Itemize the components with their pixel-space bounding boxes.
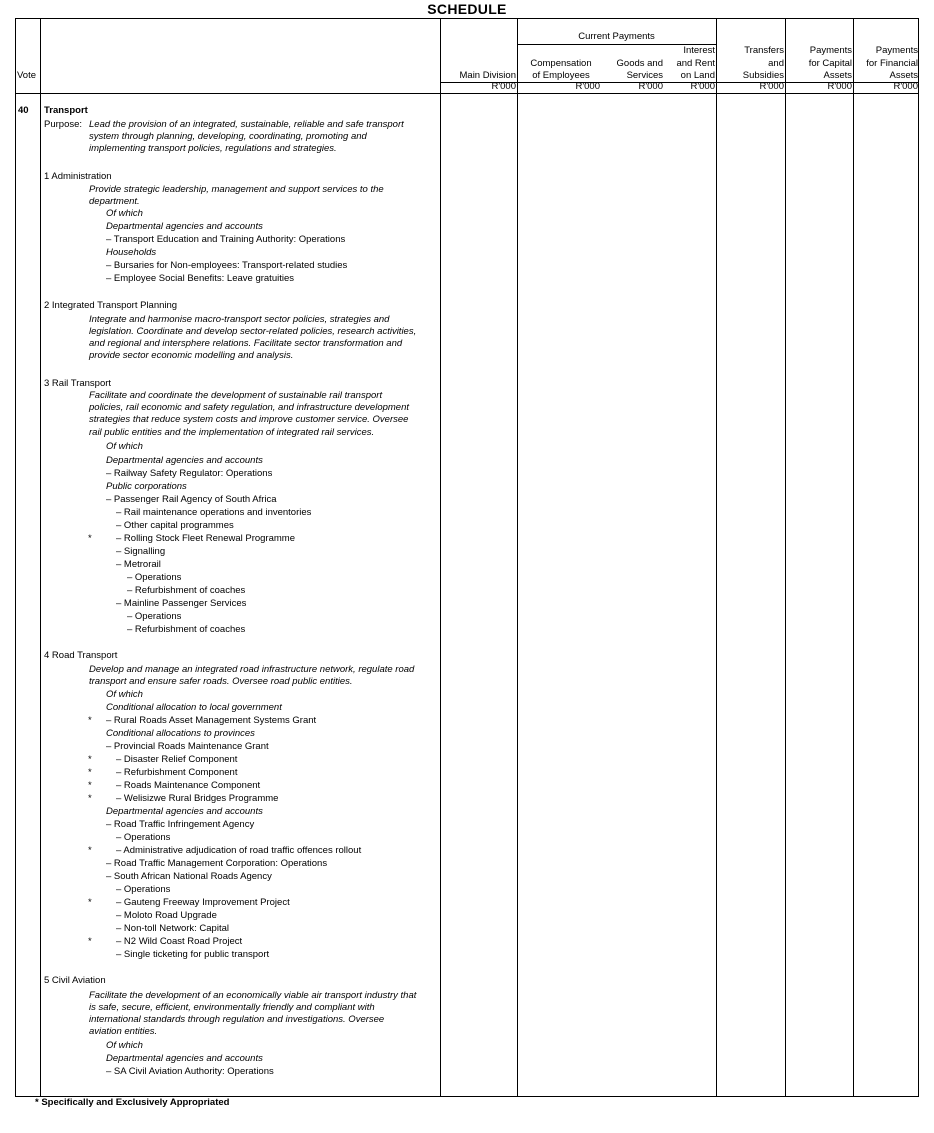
header-current-payments: Current Payments <box>578 31 655 42</box>
appropriation-asterisk: * <box>88 845 92 856</box>
appropriation-asterisk: * <box>88 936 92 947</box>
row-description: Purpose: <box>44 119 83 130</box>
header-goods-2: Services <box>626 70 663 81</box>
header-compensation-1: Compensation <box>530 58 592 69</box>
row-description: – Operations <box>127 572 182 583</box>
row-description: Households <box>106 247 157 258</box>
row-description: – Refurbishment Component <box>116 767 238 778</box>
unit-financial: R'000 <box>893 81 918 92</box>
row-description: 3 Rail Transport <box>44 378 112 389</box>
header-vote: Vote <box>17 70 37 81</box>
header-compensation-2: of Employees <box>532 70 590 81</box>
row-description: – Disaster Relief Component <box>116 754 238 765</box>
row-description: 1 Administration <box>44 171 112 182</box>
row-description: provide sector economic modelling and analysis. <box>89 350 294 361</box>
row-description: – Single ticketing for public transport <box>116 949 270 960</box>
header-transfers-1: Transfers <box>744 45 784 56</box>
row-description: Develop and manage an integrated road infrastructure network, regulate road <box>89 664 415 675</box>
row-description: – Signalling <box>116 546 166 557</box>
unit-compensation: R'000 <box>575 81 600 92</box>
row-description: – Operations <box>127 611 182 622</box>
row-description: – Rail maintenance operations and inventories <box>116 507 312 518</box>
col-divider-desc <box>440 18 441 1097</box>
row-description: – Moloto Road Upgrade <box>116 910 217 921</box>
row-description: Transport <box>44 105 88 116</box>
row-description: department. <box>89 196 140 207</box>
row-description: Departmental agencies and accounts <box>106 1053 263 1064</box>
row-description: – Rural Roads Asset Management Systems Grant <box>106 715 317 726</box>
row-description: is safe, secure, efficient, environmentally friendly and compliant with <box>89 1002 375 1013</box>
header-bottom-line <box>15 93 919 94</box>
unit-interest: R'000 <box>690 81 715 92</box>
row-description: Facilitate the development of an economically viable air transport industry that <box>89 990 417 1001</box>
appropriation-asterisk: * <box>88 715 92 726</box>
row-description: 5 Civil Aviation <box>44 975 106 986</box>
row-description: – Provincial Roads Maintenance Grant <box>106 741 269 752</box>
row-description: Lead the provision of an integrated, sustainable, reliable and safe transport <box>89 119 404 130</box>
row-description: – N2 Wild Coast Road Project <box>116 936 243 947</box>
row-description: – SA Civil Aviation Authority: Operations <box>106 1066 274 1077</box>
header-goods-1: Goods and <box>616 58 663 69</box>
appropriation-asterisk: * <box>88 754 92 765</box>
row-description: transport and ensure safer roads. Oversee road public entities. <box>89 676 353 687</box>
col-divider-capital <box>853 18 854 1097</box>
row-description: – Road Traffic Infringement Agency <box>106 819 255 830</box>
col-divider-current <box>716 18 717 1097</box>
row-description: Conditional allocations to provinces <box>106 728 255 739</box>
header-interest-3: on Land <box>680 70 715 81</box>
appropriation-asterisk: * <box>88 767 92 778</box>
appropriation-asterisk: * <box>88 793 92 804</box>
header-capital-2: for Capital <box>808 58 852 69</box>
row-description: Integrate and harmonise macro-transport sector policies, strategies and <box>89 314 390 325</box>
row-description: – Rolling Stock Fleet Renewal Programme <box>116 533 295 544</box>
row-description: Of which <box>106 1040 143 1051</box>
header-transfers-2: and <box>768 58 784 69</box>
row-description: – Mainline Passenger Services <box>116 598 247 609</box>
row-description: Departmental agencies and accounts <box>106 221 263 232</box>
row-description: Of which <box>106 441 143 452</box>
row-description: Conditional allocation to local government <box>106 702 282 713</box>
row-description: Departmental agencies and accounts <box>106 455 263 466</box>
row-description: Provide strategic leadership, management and support services to the <box>89 184 384 195</box>
appropriation-asterisk: * <box>88 533 92 544</box>
appropriation-asterisk: * <box>88 897 92 908</box>
header-financial-3: Assets <box>889 70 918 81</box>
row-description: Public corporations <box>106 481 187 492</box>
row-description: system through planning, developing, coordinating, promoting and <box>89 131 367 142</box>
row-description: policies, rail economic and safety regulation, and infrastructure development <box>89 402 410 413</box>
row-description: Departmental agencies and accounts <box>106 806 263 817</box>
row-description: – Roads Maintenance Component <box>116 780 261 791</box>
appropriation-asterisk: * <box>88 780 92 791</box>
row-description: strategies that reduce system costs and improve customer service. Oversee <box>89 414 409 425</box>
row-description: – Refurbishment of coaches <box>127 624 246 635</box>
row-description: and regional and intersphere relations. Facilitate sector transformation and <box>89 338 403 349</box>
row-description: 2 Integrated Transport Planning <box>44 300 178 311</box>
header-main-division: Main Division <box>459 70 516 81</box>
col-divider-main <box>517 18 518 1097</box>
row-description: Of which <box>106 208 143 219</box>
unit-goods: R'000 <box>638 81 663 92</box>
vote-number: 40 <box>18 105 29 116</box>
header-interest-1: Interest <box>683 45 715 56</box>
row-description: – Employee Social Benefits: Leave gratuities <box>106 273 294 284</box>
row-description: – Operations <box>116 884 171 895</box>
row-description: Of which <box>106 689 143 700</box>
unit-transfers: R'000 <box>759 81 784 92</box>
row-description: 4 Road Transport <box>44 650 118 661</box>
row-description: aviation entities. <box>89 1026 158 1037</box>
header-capital-1: Payments <box>809 45 852 56</box>
row-description: – Administrative adjudication of road traffic offences rollout <box>116 845 362 856</box>
row-description: – Metrorail <box>116 559 161 570</box>
col-divider-vote <box>40 18 41 1097</box>
header-interest-2: and Rent <box>676 58 715 69</box>
row-description: – Transport Education and Training Authority: Operations <box>106 234 346 245</box>
row-description: – Refurbishment of coaches <box>127 585 246 596</box>
row-description: – Passenger Rail Agency of South Africa <box>106 494 277 505</box>
header-financial-2: for Financial <box>866 58 918 69</box>
row-description: – Gauteng Freeway Improvement Project <box>116 897 290 908</box>
row-description: – South African National Roads Agency <box>106 871 272 882</box>
row-description: – Road Traffic Management Corporation: Operations <box>106 858 328 869</box>
header-transfers-3: Subsidies <box>742 70 784 81</box>
row-description: – Railway Safety Regulator: Operations <box>106 468 273 479</box>
unit-capital: R'000 <box>827 81 852 92</box>
row-description: international standards through regulation and investigations. Oversee <box>89 1014 385 1025</box>
row-description: rail public entities and the implementation of integrated rail services. <box>89 427 375 438</box>
row-description: – Operations <box>116 832 171 843</box>
row-description: Facilitate and coordinate the development of sustainable rail transport <box>89 390 383 401</box>
row-description: legislation. Coordinate and develop sector-related policies, research activities, <box>89 326 417 337</box>
header-capital-3: Assets <box>823 70 852 81</box>
row-description: – Welisizwe Rural Bridges Programme <box>116 793 279 804</box>
unit-main: R'000 <box>491 81 516 92</box>
col-divider-transfers <box>785 18 786 1097</box>
footnote: * Specifically and Exclusively Appropriated <box>35 1097 230 1108</box>
row-description: implementing transport policies, regulations and strategies. <box>89 143 337 154</box>
header-financial-1: Payments <box>875 45 918 56</box>
schedule-title: SCHEDULE <box>427 1 507 17</box>
row-description: – Bursaries for Non-employees: Transport-related studies <box>106 260 348 271</box>
row-description: – Non-toll Network: Capital <box>116 923 229 934</box>
row-description: – Other capital programmes <box>116 520 234 531</box>
